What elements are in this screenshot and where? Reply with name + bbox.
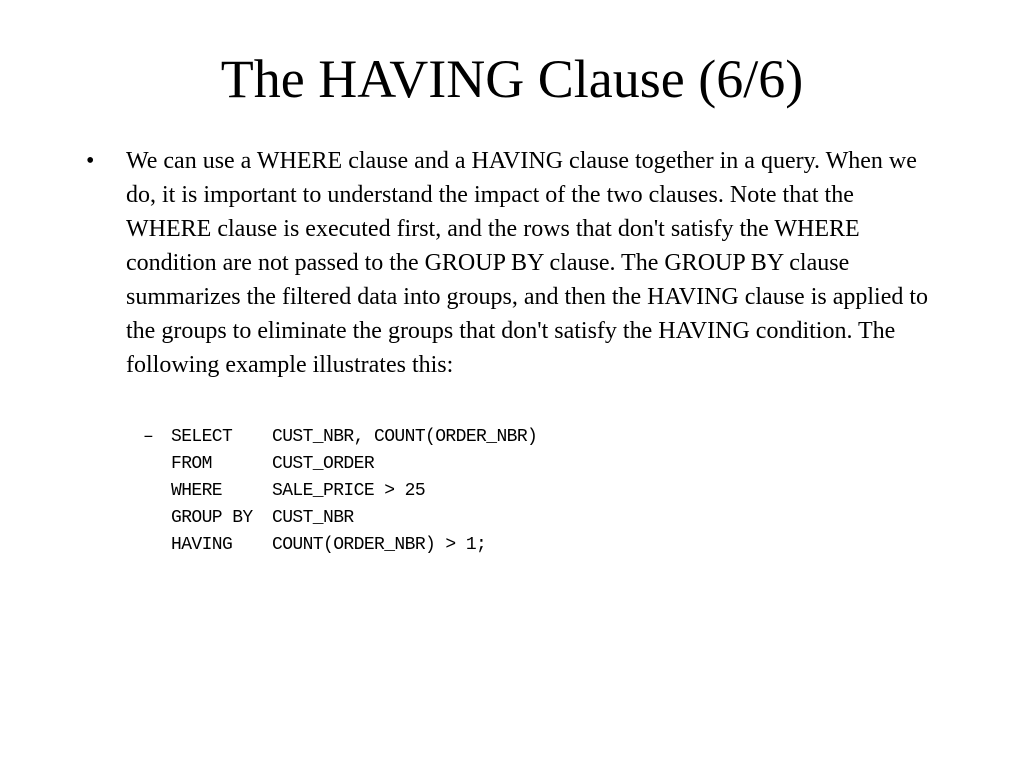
code-keyword: GROUP BY (171, 508, 253, 528)
code-keyword: FROM (171, 454, 212, 474)
bullet-item (86, 144, 946, 382)
code-keyword: SELECT (171, 427, 233, 447)
code-line-where (171, 478, 743, 505)
code-rest: CUST_NBR, COUNT(ORDER_NBR) (272, 427, 538, 447)
sub-bullet-item (143, 424, 743, 559)
code-rest: SALE_PRICE > 25 (272, 481, 426, 501)
code-keyword: HAVING (171, 535, 233, 555)
bullet-icon: • (86, 148, 95, 174)
code-line-from (171, 451, 743, 478)
code-line-having (171, 532, 743, 559)
slide-title: The HAVING Clause (6/6) (220, 49, 804, 109)
code-rest: CUST_NBR (272, 508, 354, 528)
code-rest: CUST_ORDER (272, 454, 375, 474)
bullet-text: We can use a WHERE clause and a HAVING clause together in a query. When we do, it is important to understand the impact of the two clauses. Note that the WHERE clause is executed first, and the rows that don't satisfy the WHERE condition are not passed to the GROUP BY clause. The GROUP BY clause summarizes the filtered data into groups, and then the HAVING clause is applied to the groups to eliminate the groups that don't satisfy the HAVING condition. The following example illustrates this: (126, 148, 929, 378)
code-line-group-by (171, 505, 743, 532)
code-keyword: WHERE (171, 481, 223, 501)
dash-icon: – (143, 427, 154, 447)
sql-code-block (171, 424, 743, 559)
code-rest: COUNT(ORDER_NBR) > 1; (272, 535, 487, 555)
code-line-select (171, 424, 743, 451)
